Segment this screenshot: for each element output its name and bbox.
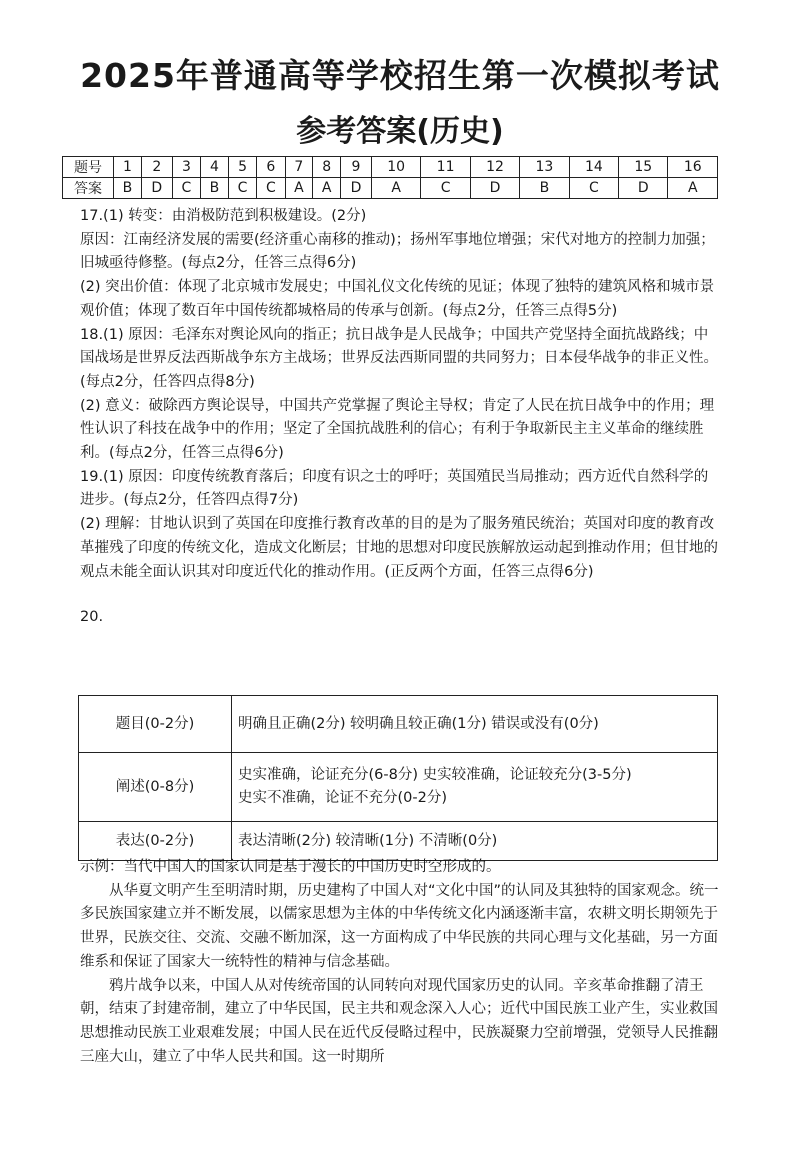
- question-number: 12: [470, 157, 519, 178]
- q20-label: 20.: [80, 609, 104, 626]
- question-number: 14: [569, 157, 618, 178]
- question-number: 7: [285, 157, 313, 178]
- answer-cell: C: [569, 178, 618, 199]
- answer-cell: D: [341, 178, 372, 199]
- answer-cell: D: [619, 178, 668, 199]
- answer-cell: B: [201, 178, 229, 199]
- q20-example-thesis: 示例：当代中国人的国家认同是基于漫长的中国历史时空形成的。: [80, 859, 501, 875]
- exam-title: 2025年普通高等学校招生第一次模拟考试: [80, 56, 720, 95]
- answer-table: [62, 156, 718, 199]
- question-number: 16: [668, 157, 718, 178]
- rubric-criteria: [232, 822, 718, 861]
- rubric-row: [79, 696, 718, 753]
- answer-cell: B: [114, 178, 142, 199]
- answer-body: [80, 205, 720, 630]
- rubric-line: 表达清晰(2分) 较清晰(1分) 不清晰(0分): [238, 832, 498, 849]
- q17-reasons: 原因：江南经济发展的需要(经济重心南移的推动)；扬州军事地位增强；宋代对地方的控制力加强；旧城亟待修整。(每点2分，任答三点得6分): [80, 231, 715, 272]
- rubric-label: 表达(0-2分): [79, 822, 232, 861]
- answer-cell: D: [141, 178, 172, 199]
- question-number: 15: [619, 157, 668, 178]
- q20-paragraph: 从华夏文明产生至明清时期，历史建构了中国人对“文化中国”的认同及其独特的国家观念。统一多民族国家建立并不断发展，以儒家思想为主体的中华传统文化内涵逐渐丰富，农耕文明长期领先于世界，民族交往、交流、交融不断加深，这一方面构成了中华民族的共同心理与文化基础，另一方面维系和保证了国家大一统特性的精神与信念基础。: [80, 882, 719, 970]
- question-number: 4: [201, 157, 229, 178]
- rubric-criteria: [232, 753, 718, 822]
- rubric-line: 史实不准确，论证不充分(0-2分): [238, 790, 447, 806]
- answer-cell: A: [285, 178, 313, 199]
- q18-part1: 18.(1) 原因：毛泽东对舆论风向的指正；抗日战争是人民战争；中国共产党坚持全面抗战路线；中国战场是世界反法西斯战争东方主战场；世界反法西斯同盟的共同努力；日本侵华战争的非正义性。(每点2分，任答四点得8分): [80, 326, 718, 390]
- answer-table-answer-row: [63, 178, 718, 199]
- question-number: 6: [257, 157, 285, 178]
- answer-table-number-row: [63, 157, 718, 178]
- rubric-label: 题目(0-2分): [79, 696, 232, 753]
- rubric-line: 明确且正确(2分) 较明确且较正确(1分) 错误或没有(0分): [238, 715, 599, 732]
- rubric-line: 史实准确，论证充分(6-8分) 史实较准确，论证较充分(3-5分): [238, 767, 632, 783]
- q18-part2: (2) 意义：破除西方舆论误导，中国共产党掌握了舆论主导权；肯定了人民在抗日战争中的作用；理性认识了科技在战争中的作用；坚定了全国抗战胜利的信心；有利于争取新民主主义革命的继续胜利。(每点2分，任答三点得6分): [80, 397, 715, 462]
- question-number: 5: [228, 157, 256, 178]
- question-number: 8: [313, 157, 341, 178]
- q20-rubric-table: [78, 695, 718, 861]
- answer-cell: A: [371, 178, 420, 199]
- rubric-criteria: [232, 696, 718, 753]
- exam-subtitle: 参考答案(历史): [296, 114, 504, 149]
- answer-cell: C: [228, 178, 256, 199]
- answer-cell: C: [257, 178, 285, 199]
- q17-part1: 17.(1) 转变：由消极防范到积极建设。(2分): [80, 208, 367, 224]
- rubric-row: [79, 822, 718, 861]
- answer-cell: C: [421, 178, 470, 199]
- answer-cell: B: [520, 178, 569, 199]
- question-number: 3: [172, 157, 200, 178]
- rubric-label: 阐述(0-8分): [79, 753, 232, 822]
- rubric-row: [79, 753, 718, 822]
- answer-table-row-label: 答案: [63, 178, 114, 199]
- q17-part2: (2) 突出价值：体现了北京城市发展史；中国礼仪文化传统的见证；体现了独特的建筑风格和城市景观价值；体现了数百年中国传统都城格局的传承与创新。(每点2分，任答三点得5分): [80, 279, 715, 319]
- q19-part1: 19.(1) 原因：印度传统教育落后；印度有识之士的呼吁；英国殖民当局推动；西方近代自然科学的进步。(每点2分，任答四点得7分): [80, 468, 709, 509]
- question-number: 13: [520, 157, 569, 178]
- answer-cell: A: [668, 178, 718, 199]
- answer-table-row-label: 题号: [63, 157, 114, 178]
- question-number: 11: [421, 157, 470, 178]
- q20-example-essay: [80, 856, 720, 1069]
- q19-part2: (2) 理解：甘地认识到了英国在印度推行教育改革的目的是为了服务殖民统治；英国对印度的教育改革摧残了印度的传统文化，造成文化断层；甘地的思想对印度民族解放运动起到推动作用；但甘地的观点未能全面认识其对印度近代化的推动作用。(正反两个方面，任答三点得6分): [80, 516, 718, 580]
- answer-cell: A: [313, 178, 341, 199]
- q20-paragraph: 鸦片战争以来，中国人从对传统帝国的认同转向对现代国家历史的认同。辛亥革命推翻了清王朝，结束了封建帝制，建立了中华民国，民主共和观念深入人心；近代中国民族工业产生，实业救国思想推动民族工业艰难发展；中国人民在近代反侵略过程中，民族凝聚力空前增强，党领导人民推翻三座大山，建立了中华人民共和国。这一时期所: [80, 977, 718, 1065]
- answer-cell: C: [172, 178, 200, 199]
- answer-cell: D: [470, 178, 519, 199]
- question-number: 9: [341, 157, 372, 178]
- question-number: 1: [114, 157, 142, 178]
- question-number: 2: [141, 157, 172, 178]
- question-number: 10: [371, 157, 420, 178]
